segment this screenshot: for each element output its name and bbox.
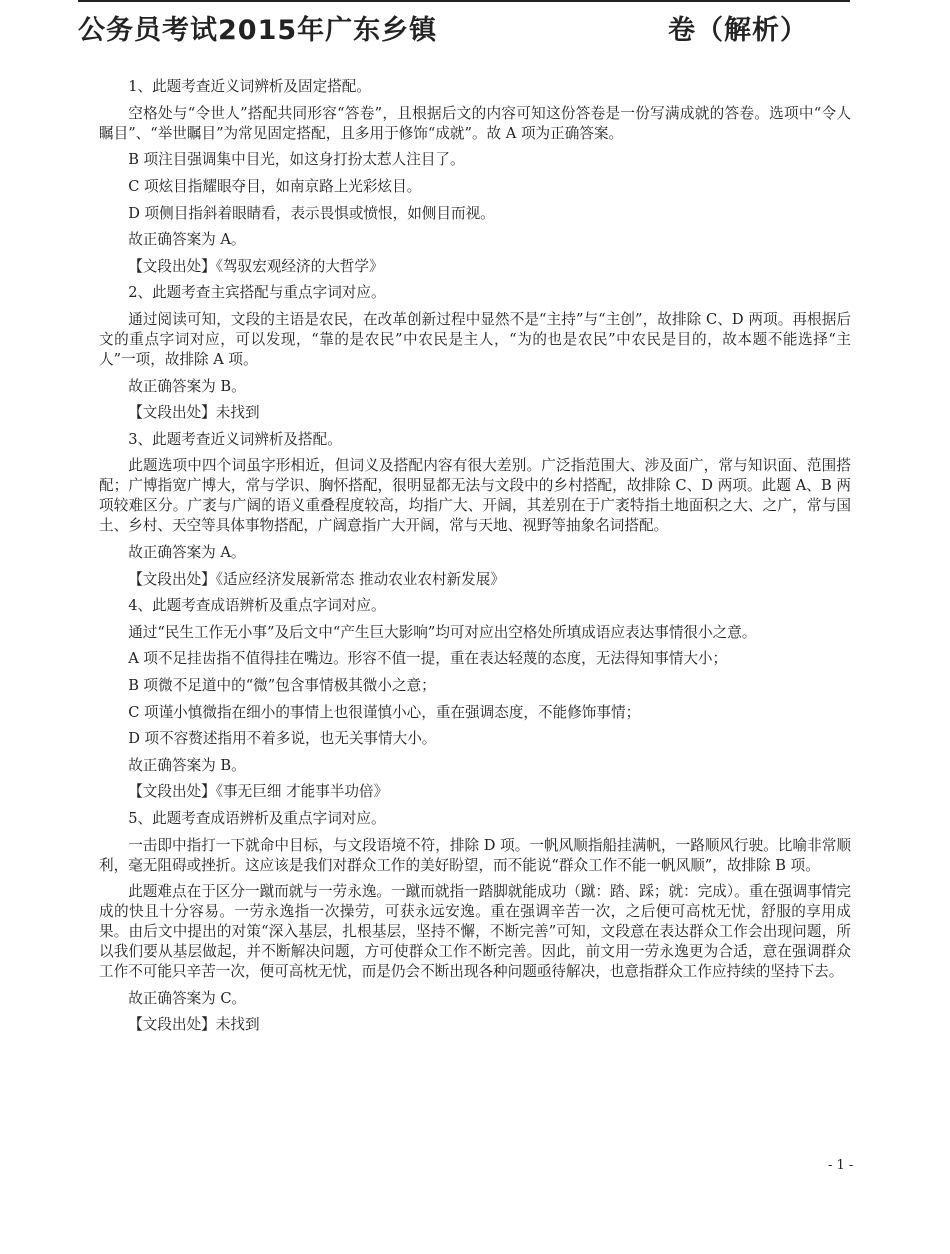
- paragraph: 【文段出处】未找到: [128, 404, 260, 422]
- paragraph: 3、此题考查近义词辨析及搭配。: [128, 430, 342, 448]
- paragraph: B 项注目强调集中目光，如这身打扮太惹人注目了。: [128, 151, 465, 169]
- paragraph: 【文段出处】《适应经济发展新常态 推动农业农村新发展》: [128, 570, 505, 588]
- paragraph: 通过“民生工作无小事”及后文中“产生巨大影响”均可对应出空格处所填成语应表达事情很小之意。: [128, 623, 757, 641]
- paragraph: 5、此题考查成语辨析及重点字词对应。: [128, 809, 386, 827]
- header-title-left: 公务员考试2015年广东乡镇: [78, 15, 438, 46]
- paragraph: 2、此题考查主宾搭配与重点字词对应。: [128, 284, 386, 302]
- paragraph: 【文段出处】《事无巨细 才能事半功倍》: [128, 783, 389, 801]
- paragraph: 通过阅读可知，文段的主语是农民，在改革创新过程中显然不是“主持”与“主创”，故排除 C、D 两项。再根据后文的重点字词对应，可以发现，“靠的是农民”中农民是主人，“为的也是农民”中农民是目的，故本题不能选择“主人”一项，故排除 A 项。: [99, 311, 851, 369]
- answer-analysis-body: [99, 74, 851, 1039]
- paragraph: 故正确答案为 A。: [128, 231, 246, 249]
- paragraph: B 项微不足道中的“微”包含事情极其微小之意；: [128, 676, 436, 694]
- top-rule: [78, 0, 850, 2]
- paragraph: 此题选项中四个词虽字形相近，但词义及搭配内容有很大差别。广泛指范围大、涉及面广，常与知识面、范围搭配；广博指宽广博大，常与学识、胸怀搭配，很明显都无法与文段中的乡村搭配，故排除 C、D 两项。此题 A、B 两项较难区分。广袤与广阔的语义重叠程度较高，均指广大、开阔，其差别在于广袤特指土地面积之大、之广，常与国土、乡村、天空等具体事物搭配，广阔意指广大开阔，常与天地、视野等抽象名词搭配。: [99, 457, 851, 535]
- paragraph: 4、此题考查成语辨析及重点字词对应。: [128, 597, 386, 615]
- paragraph: C 项谨小慎微指在细小的事情上也很谨慎小心，重在强调态度，不能修饰事情；: [128, 703, 641, 721]
- paragraph: D 项不容赘述指用不着多说，也无关事情大小。: [128, 730, 437, 748]
- page-header: [78, 8, 850, 48]
- paragraph: 【文段出处】未找到: [128, 1016, 260, 1034]
- paragraph: C 项炫目指耀眼夺目，如南京路上光彩炫目。: [128, 178, 422, 196]
- paragraph: 空格处与“令世人”搭配共同形容“答卷”，且根据后文的内容可知这份答卷是一份写满成就的答卷。选项中“令人瞩目”、“举世瞩目”为常见固定搭配，且多用于修饰“成就”。故 A 项为正确答案。: [99, 104, 851, 142]
- paragraph: D 项侧目指斜着眼睛看，表示畏惧或愤恨，如侧目而视。: [128, 204, 495, 222]
- paragraph: 1、此题考查近义词辨析及固定搭配。: [128, 78, 371, 96]
- paragraph: 故正确答案为 B。: [128, 377, 246, 395]
- header-title-right: 卷（解析）: [668, 15, 808, 46]
- paragraph: A 项不足挂齿指不值得挂在嘴边。形容不值一提，重在表达轻蔑的态度，无法得知事情大小；: [128, 650, 728, 668]
- page-number: - 1 -: [828, 1158, 854, 1173]
- paragraph: 【文段出处】《驾驭宏观经济的大哲学》: [128, 257, 384, 275]
- paragraph: 一击即中指打一下就命中目标，与文段语境不符，排除 D 项。一帆风顺指船挂满帆，一路顺风行驶。比喻非常顺利，毫无阻碍或挫折。这应该是我们对群众工作的美好盼望，而不能说“群众工作不能一帆风顺”，故排除 B 项。: [99, 836, 851, 874]
- paragraph: 此题难点在于区分一蹴而就与一劳永逸。一蹴而就指一踏脚就能成功（蹴：踏、踩；就：完成）。重在强调事情完成的快且十分容易。一劳永逸指一次操劳，可获永远安逸。重在强调辛苦一次，之后便可高枕无忧，舒服的享用成果。由后文中提出的对策“深入基层，扎根基层，坚持不懈，不断完善”可知，文段意在表达群众工作会出现问题，所以我们要从基层做起，并不断解决问题，方可使群众工作不断完善。因此，前文用一劳永逸更为合适，意在强调群众工作不可能只辛苦一次，便可高枕无忧，而是仍会不断出现各种问题亟待解决，也意指群众工作应持续的坚持下去。: [99, 883, 851, 981]
- paragraph: 故正确答案为 C。: [128, 989, 247, 1007]
- paragraph: 故正确答案为 B。: [128, 756, 246, 774]
- paragraph: 故正确答案为 A。: [128, 544, 246, 562]
